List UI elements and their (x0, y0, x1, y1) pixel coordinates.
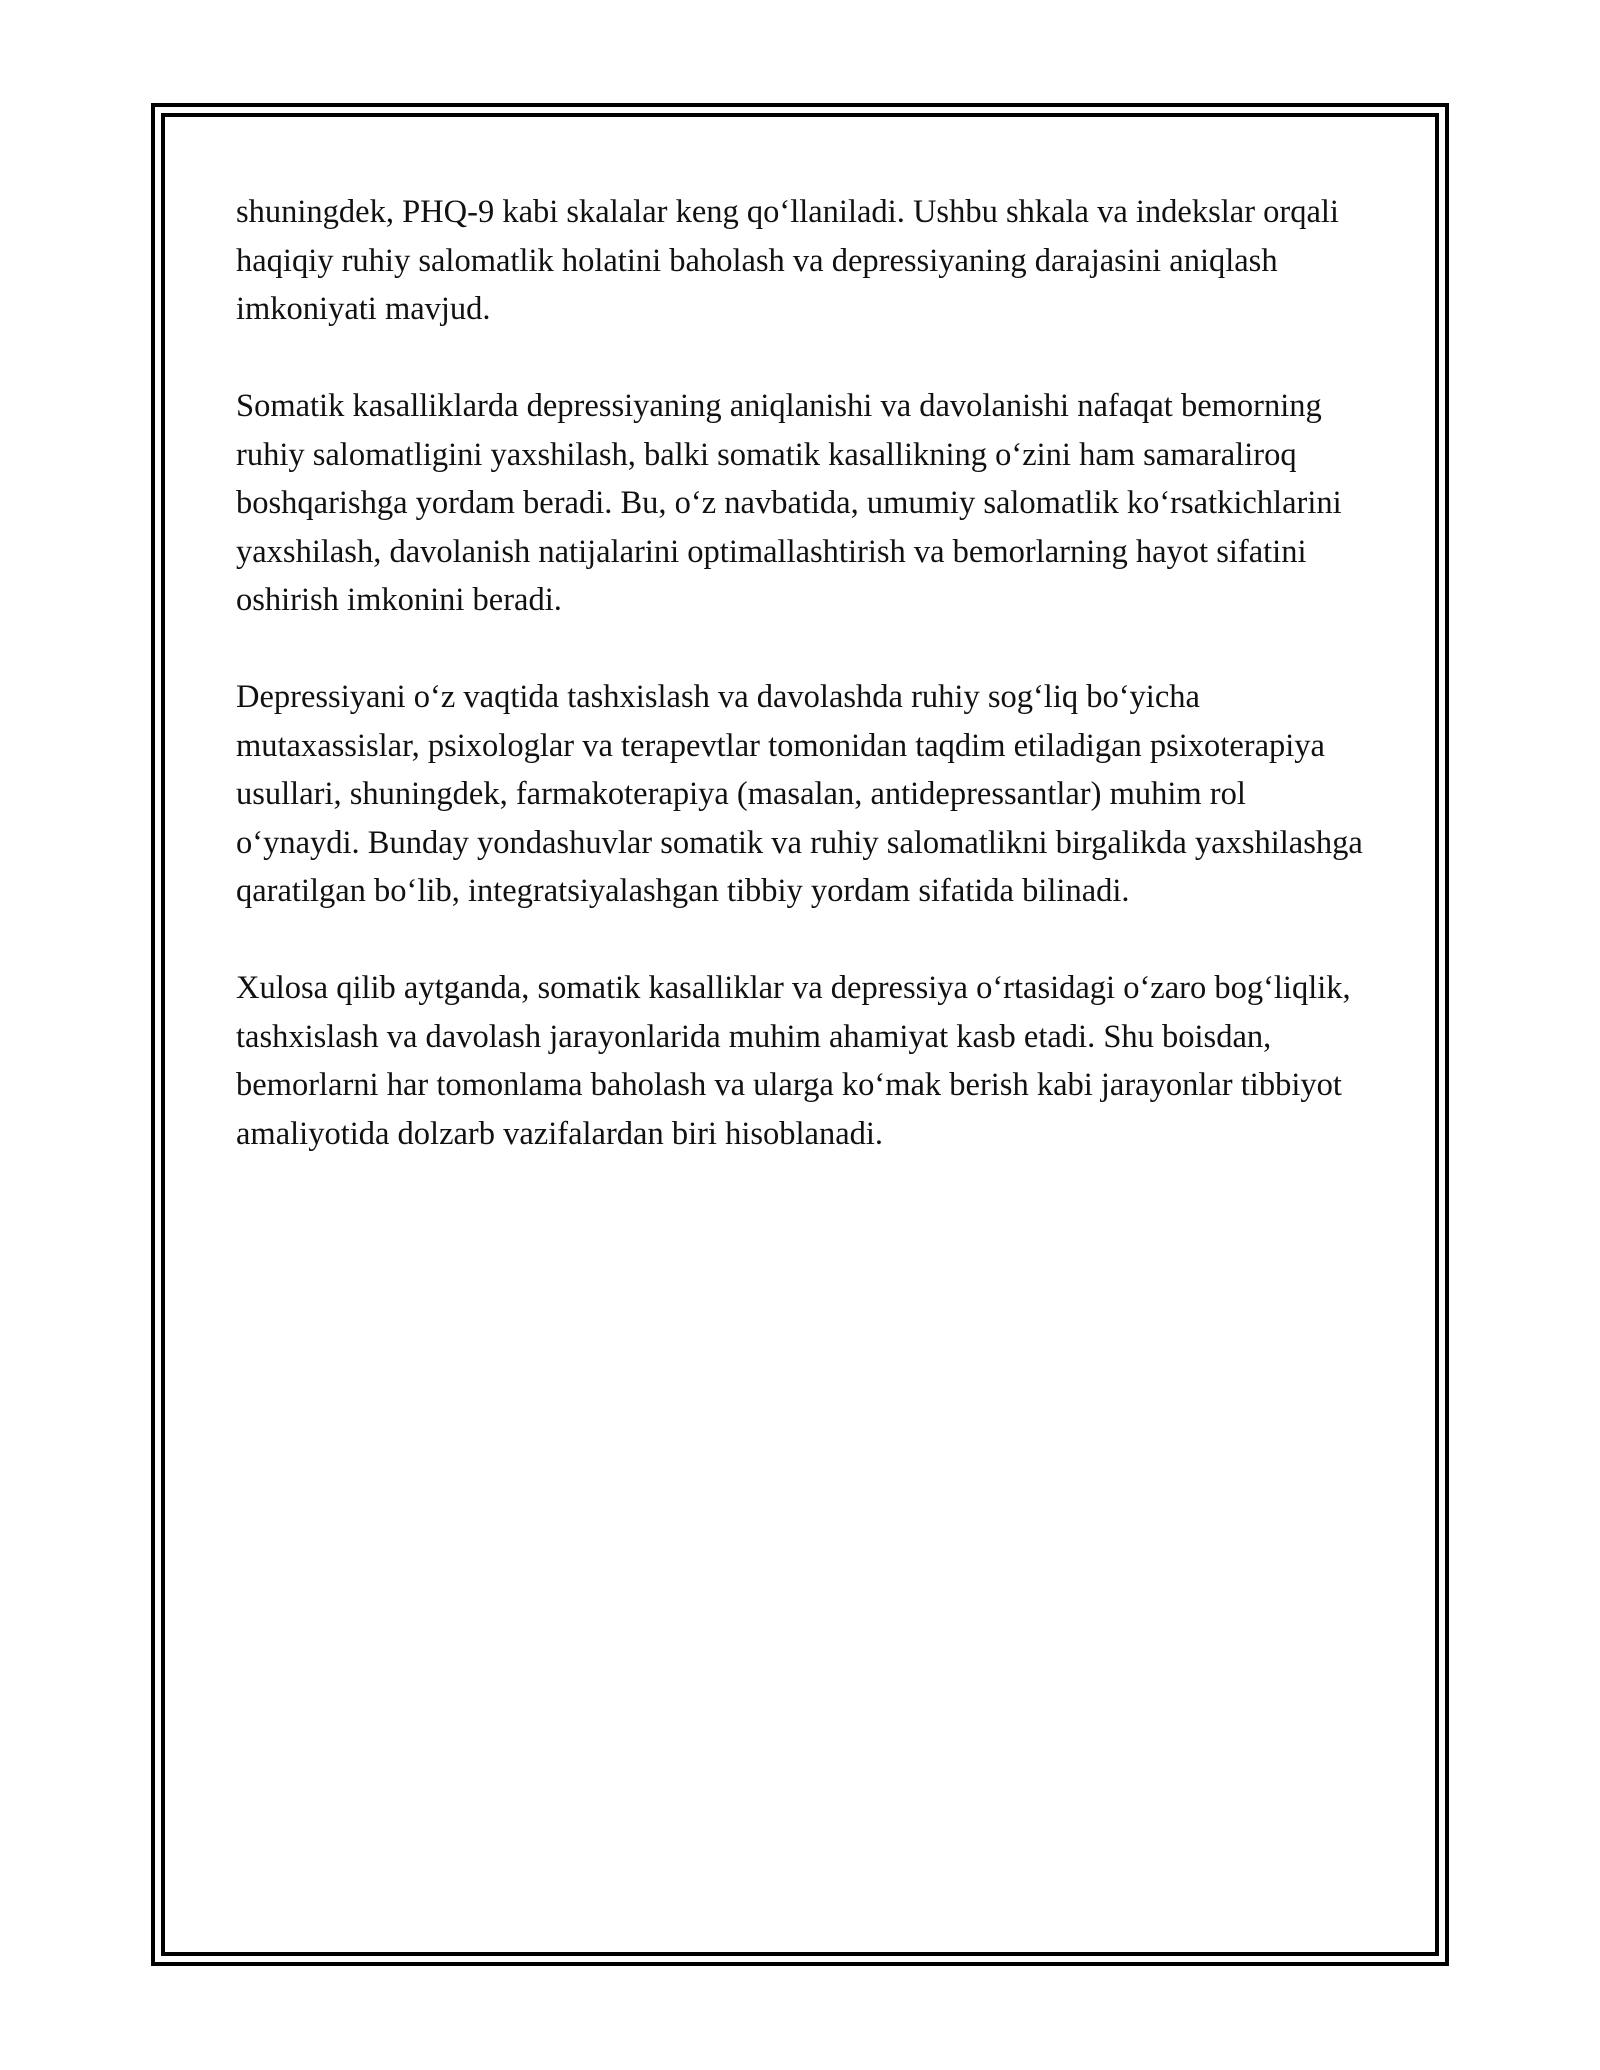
paragraph-4: Xulosa qilib aytganda, somatik kasalliklar va depressiya o‘rtasidagi o‘zaro bog‘liqlik, tashxislash va davolash jarayonlarida muhim ahamiyat kasb etadi. Shu boisdan, bemorlarni har tomonlama baholash va ularga ko‘mak berish kabi jarayonlar tibbiyot amaliyotida dolzarb vazifalardan biri hisoblanadi. (236, 970, 1351, 1152)
paragraph-3: Depressiyani o‘z vaqtida tashxislash va davolashda ruhiy sog‘liq bo‘yicha mutaxassislar, psixologlar va terapevtlar tomonidan taqdim etiladigan psixoterapiya usullari, shuningdek, farmakoterapiya (masalan, antidepressantlar) muhim rol o‘ynaydi. Bunday yondashuvlar somatik va ruhiy salomatlikni birgalikda yaxshilashga qaratilgan bo‘lib, integratsiyalashgan tibbiy yordam sifatida bilinadi. (236, 679, 1363, 909)
paragraph-1: shuningdek, PHQ-9 kabi skalalar keng qo‘llaniladi. Ushbu shkala va indekslar orqali haqiqiy ruhiy salomatlik holatini baholash va depressiyaning darajasini aniqlash imkoniyati mavjud. (236, 194, 1339, 327)
paragraph-2: Somatik kasalliklarda depressiyaning aniqlanishi va davolanishi nafaqat bemorning ruhiy salomatligini yaxshilash, balki somatik kasallikning o‘zini ham samaraliroq boshqarishga yordam beradi. Bu, o‘z navbatida, umumiy salomatlik ko‘rsatkichlarini yaxshilash, davolanish natijalarini optimallashtirish va bemorlarning hayot sifatini oshirish imkonini beradi. (236, 388, 1342, 618)
document-body (236, 188, 1376, 1158)
